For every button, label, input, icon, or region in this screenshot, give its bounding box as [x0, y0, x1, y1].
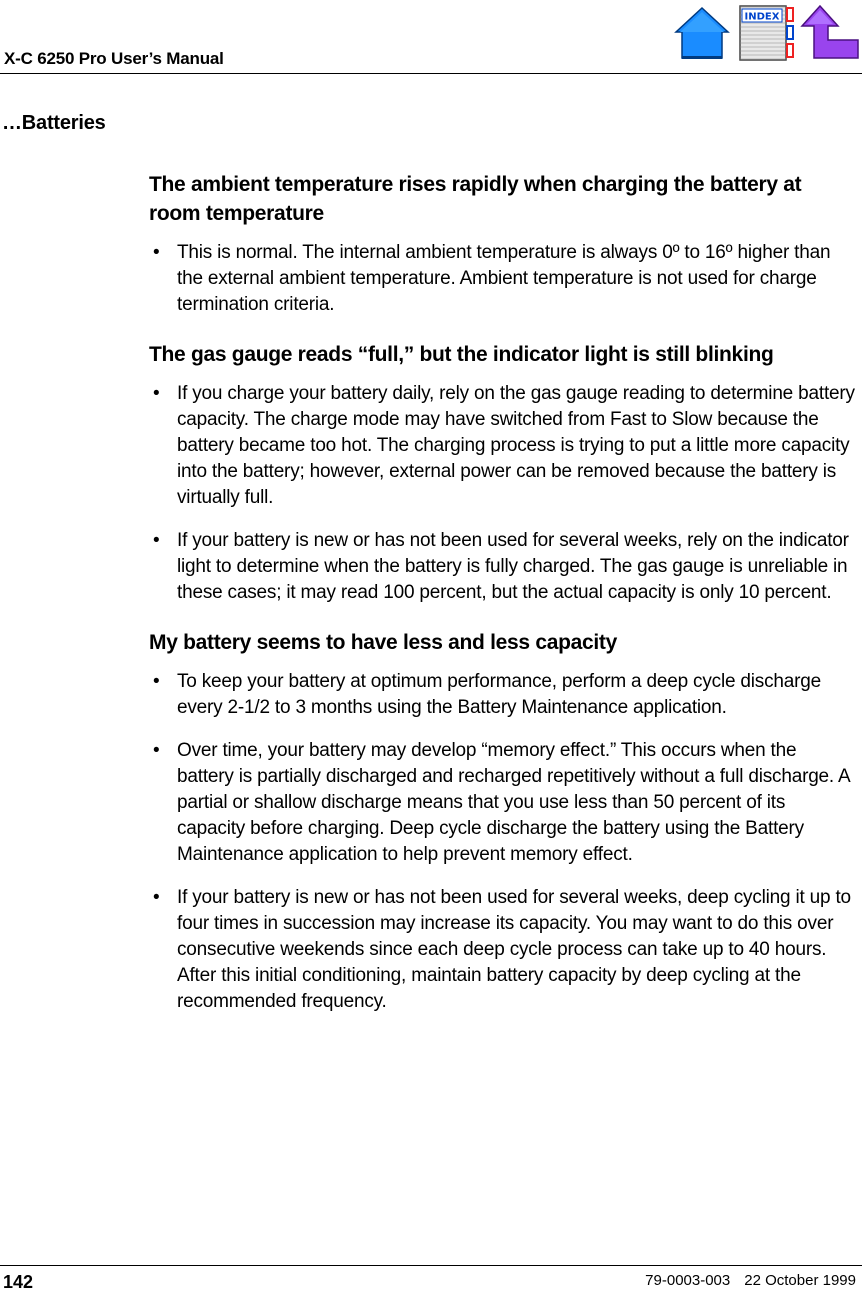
bullet-list — [149, 240, 857, 318]
list-item — [149, 738, 857, 868]
index-button[interactable] — [736, 2, 796, 62]
topic-ambient-temperature — [149, 170, 857, 318]
bullet-text: If your battery is new or has not been used for several weeks, deep cycling it up to four times in succession may increase its capacity. You may want to do this over consecutive weekends since each deep cycle process can take up to 40 hours. After this initial conditioning, maintain battery capacity by deep cycling at the recommended frequency. — [177, 887, 851, 1012]
troubleshooting-content — [149, 170, 857, 1037]
bullet-text: If you charge your battery daily, rely on the gas gauge reading to determine battery capacity. The charge mode may have switched from Fast to Slow because the battery became too hot. The charging process is trying to put a little more capacity into the battery; however, external power can be removed because the battery is virtually full. — [177, 383, 855, 508]
back-button[interactable] — [800, 2, 862, 64]
bullet-icon: • — [153, 740, 160, 761]
bullet-list — [149, 381, 857, 606]
document-date: 22 October 1999 — [744, 1272, 856, 1289]
bullet-text: To keep your battery at optimum performance, perform a deep cycle discharge every 2-1/2 to 3 months using the Battery Maintenance application. — [177, 671, 821, 718]
document-reference — [631, 1272, 856, 1289]
index-label: INDEX — [744, 11, 780, 23]
list-item — [149, 669, 857, 721]
topic-heading: The gas gauge reads “full,” but the indicator light is still blinking — [149, 343, 774, 366]
index-icon — [736, 2, 796, 62]
home-icon — [672, 2, 732, 62]
topic-heading: My battery seems to have less and less capacity — [149, 631, 617, 654]
section-title: …Batteries — [2, 112, 106, 134]
footer-rule — [0, 1265, 862, 1266]
page-header — [0, 0, 862, 76]
header-rule — [0, 73, 862, 74]
topic-gas-gauge — [149, 340, 857, 606]
list-item — [149, 381, 857, 511]
document-number: 79-0003-003 — [645, 1272, 731, 1289]
manual-title: X-C 6250 Pro User’s Manual — [4, 49, 224, 68]
page-footer — [0, 1262, 862, 1293]
bullet-list — [149, 669, 857, 1015]
bullet-icon: • — [153, 530, 160, 551]
bullet-icon: • — [153, 242, 160, 263]
bullet-icon: • — [153, 383, 160, 404]
bullet-icon: • — [153, 671, 160, 692]
topic-heading: The ambient temperature rises rapidly when charging the battery at room temperature — [149, 173, 802, 225]
bullet-icon: • — [153, 887, 160, 908]
page-number: 142 — [3, 1272, 34, 1292]
bullet-text: If your battery is new or has not been used for several weeks, rely on the indicator light to determine when the battery is fully charged. The gas gauge is unreliable in these cases; it may read 100 percent, but the actual capacity is only 10 percent. — [177, 530, 849, 603]
bullet-text: Over time, your battery may develop “memory effect.” This occurs when the battery is partially discharged and recharged repetitively without a full discharge. A partial or shallow discharge means that you use less than 50 percent of its capacity before charging. Deep cycle discharge the battery using the Battery Maintenance application to help prevent memory effect. — [177, 740, 850, 865]
bullet-text: This is normal. The internal ambient temperature is always 0º to 16º higher than the external ambient temperature. Ambient temperature is not used for charge termination criteria. — [177, 242, 831, 315]
list-item — [149, 885, 857, 1015]
topic-less-capacity — [149, 628, 857, 1015]
home-button[interactable] — [672, 2, 732, 62]
navigation-buttons — [672, 2, 862, 66]
back-arrow-icon — [800, 2, 862, 64]
list-item — [149, 528, 857, 606]
list-item — [149, 240, 857, 318]
